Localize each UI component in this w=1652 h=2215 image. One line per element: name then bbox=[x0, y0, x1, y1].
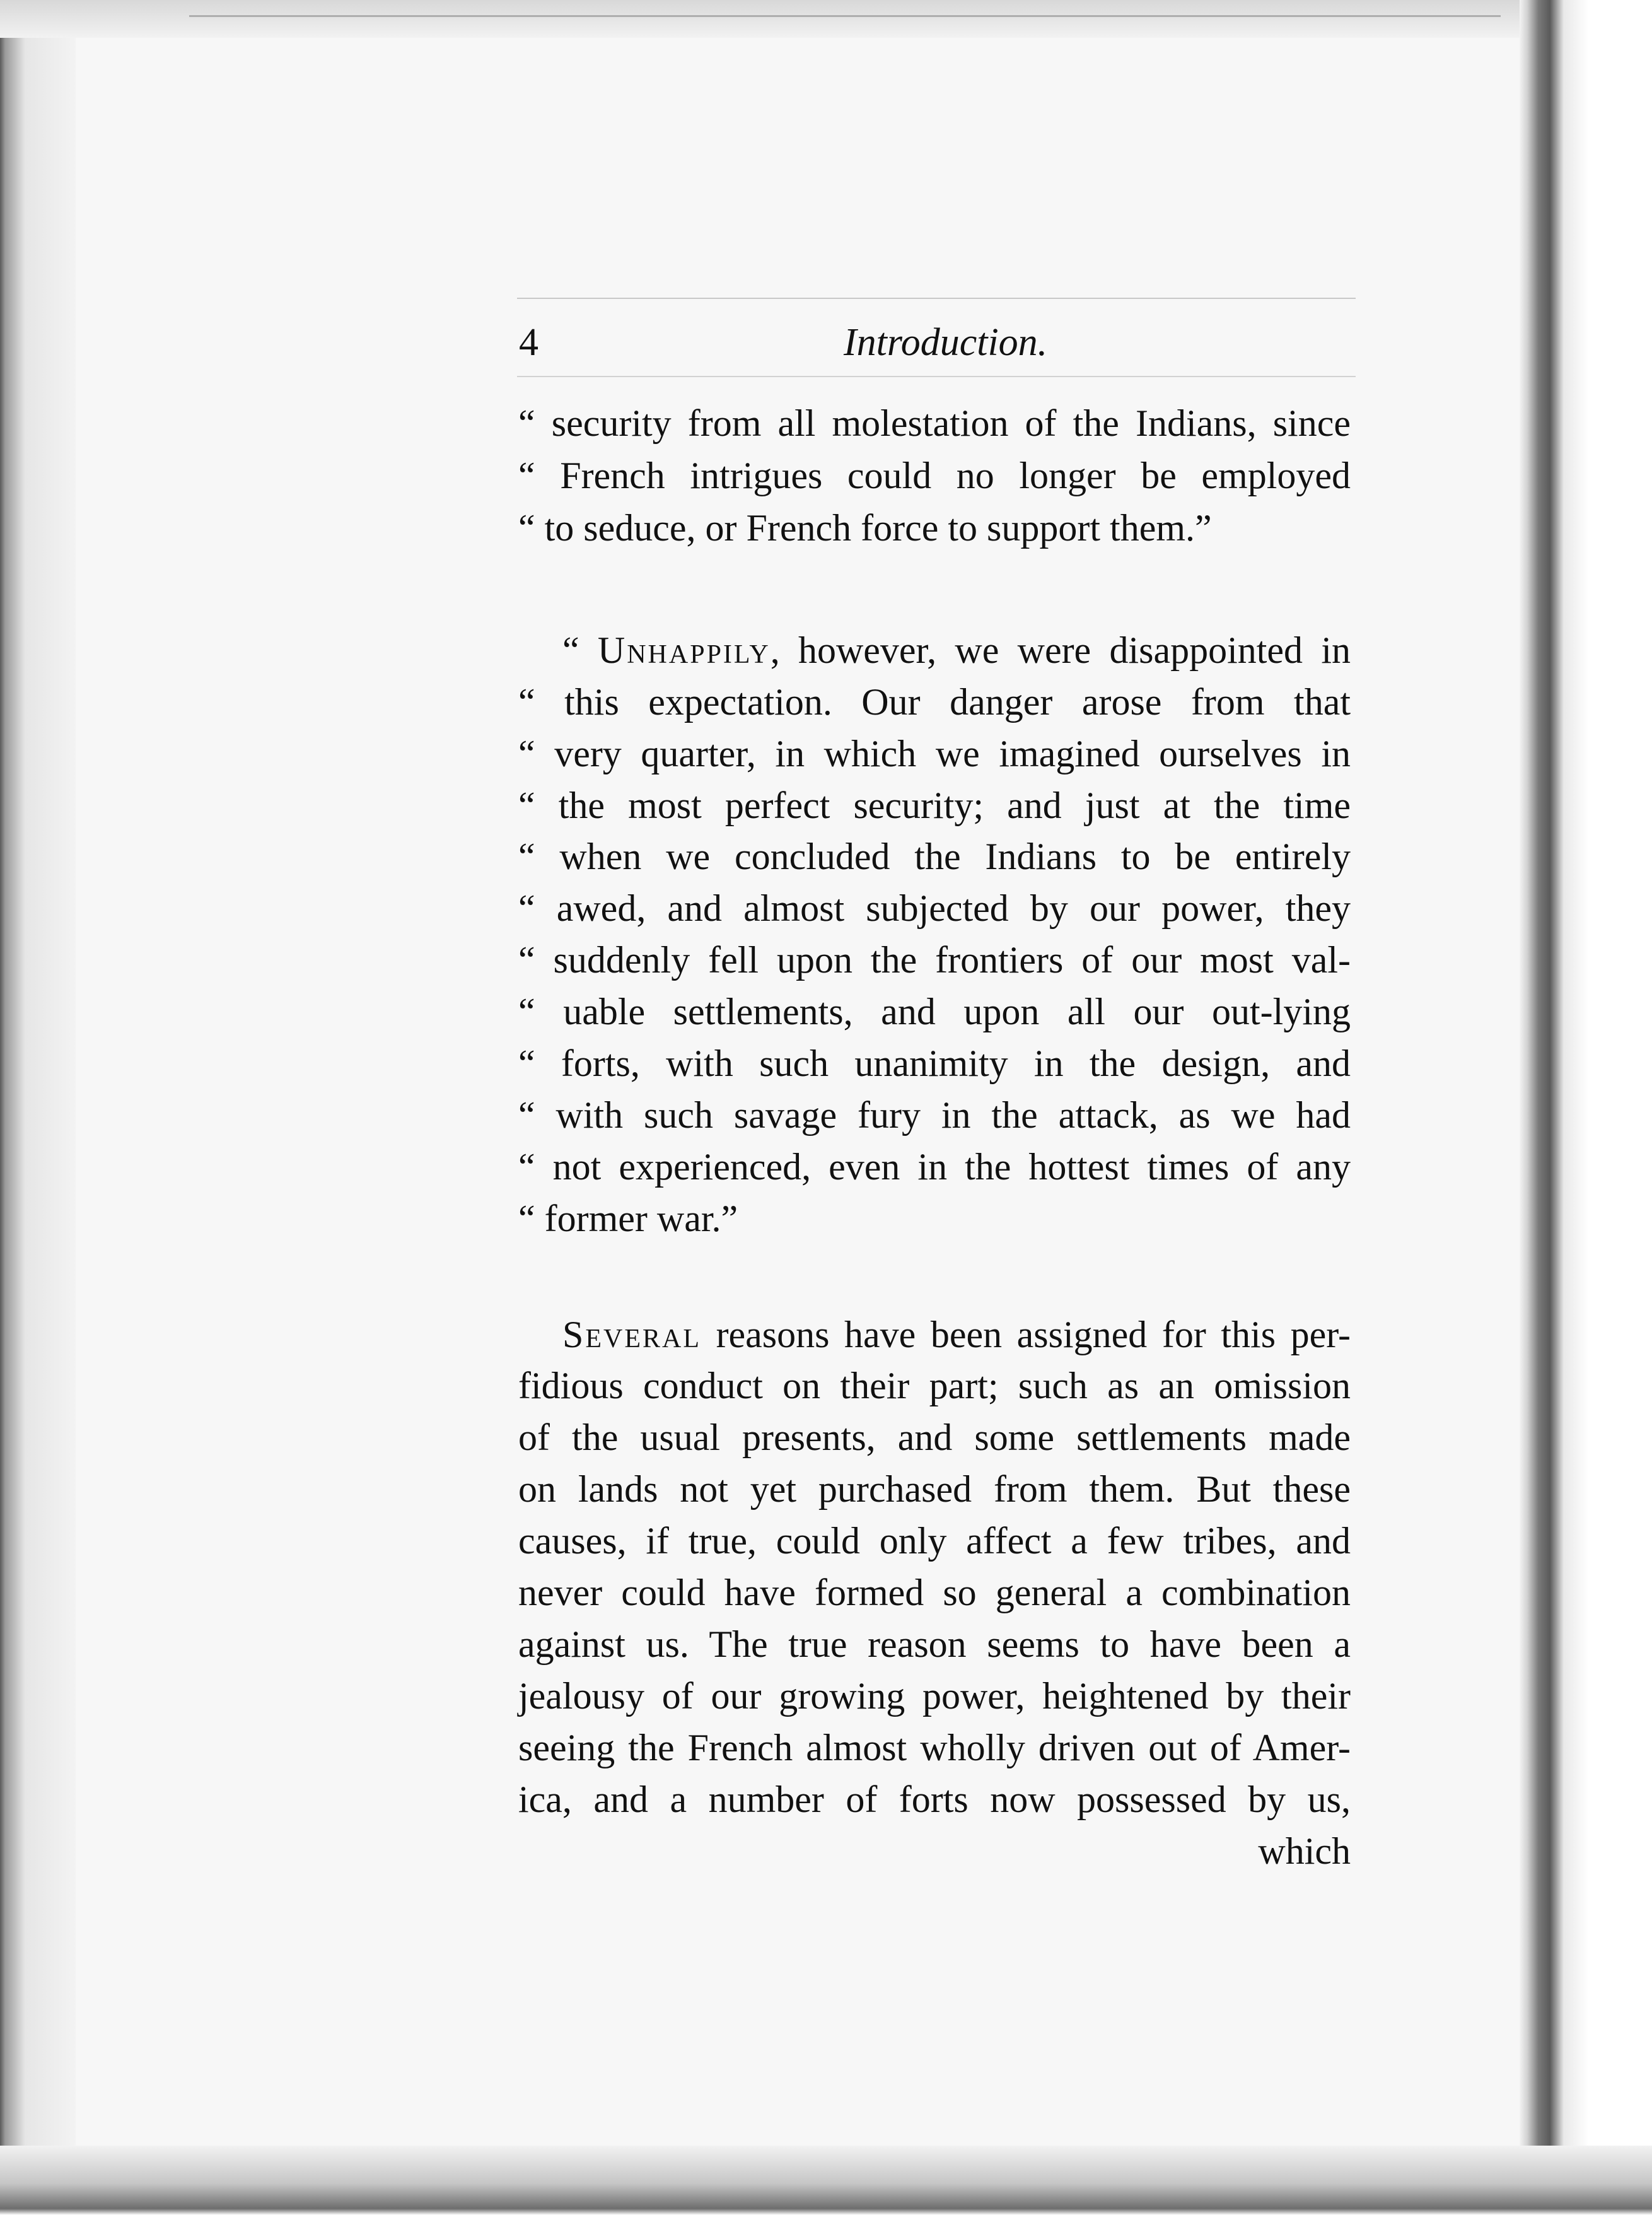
paragraph-lead-line bbox=[562, 624, 1351, 676]
bottom-scan-edge bbox=[0, 2146, 1652, 2215]
top-scan-edge bbox=[0, 0, 1652, 38]
text-line: “ suddenly fell upon the frontiers of our most val- bbox=[518, 939, 1351, 981]
text-line: seeing the French almost wholly driven out of Amer- bbox=[518, 1727, 1351, 1768]
lead-rest: , however, we were disappointed in bbox=[770, 629, 1351, 671]
text-line: “ forts, with such unanimity in the design, and bbox=[518, 1043, 1351, 1084]
text-line: fidious conduct on their part; such as an omission bbox=[518, 1365, 1351, 1406]
text-line: never could have formed so general a combination bbox=[518, 1572, 1351, 1613]
text-line: “ to seduce, or French force to support them.” bbox=[518, 507, 1212, 549]
lead-rest: reasons have been assigned for this per- bbox=[701, 1314, 1351, 1355]
text-line: “ awed, and almost subjected by our power, they bbox=[518, 887, 1351, 929]
text-line: against us. The true reason seems to have been a bbox=[518, 1623, 1351, 1665]
text-line: “ the most perfect security; and just at the time bbox=[518, 785, 1351, 826]
small-caps-lead: Unhappily bbox=[597, 629, 771, 671]
text-line: “ uable settlements, and upon all our out-lying bbox=[518, 991, 1351, 1032]
header-rule-bottom bbox=[517, 376, 1356, 377]
open-quote: “ bbox=[562, 629, 598, 671]
header-rule-top bbox=[517, 298, 1356, 299]
text-line: “ not experienced, even in the hottest times of any bbox=[518, 1146, 1351, 1188]
page-number: 4 bbox=[519, 321, 538, 364]
running-head: Introduction. bbox=[844, 321, 1048, 364]
text-line: of the usual presents, and some settlements made bbox=[518, 1417, 1351, 1458]
text-line: causes, if true, could only affect a few tribes, and bbox=[518, 1520, 1351, 1562]
text-line: “ this expectation. Our danger arose from that bbox=[518, 681, 1351, 723]
text-line: “ with such savage fury in the attack, as we had bbox=[518, 1094, 1351, 1136]
catchword: which bbox=[1258, 1830, 1351, 1872]
text-line: on lands not yet purchased from them. But these bbox=[518, 1468, 1351, 1510]
text-line: jealousy of our growing power, heightened by their bbox=[518, 1675, 1351, 1717]
top-edge-line bbox=[189, 15, 1501, 17]
text-line: “ French intrigues could no longer be employed bbox=[518, 455, 1351, 496]
right-binding-shadow bbox=[1520, 0, 1652, 2215]
small-caps-lead: Several bbox=[562, 1314, 702, 1355]
text-line: “ when we concluded the Indians to be entirely bbox=[518, 836, 1351, 877]
text-line: “ former war.” bbox=[518, 1198, 738, 1239]
paragraph-lead-line bbox=[562, 1309, 1351, 1360]
text-line: ica, and a number of forts now possessed by us, bbox=[518, 1779, 1351, 1820]
text-line: “ very quarter, in which we imagined ourselves in bbox=[518, 733, 1351, 774]
text-line: “ security from all molestation of the Indians, since bbox=[518, 402, 1351, 444]
left-scan-edge bbox=[0, 0, 76, 2215]
